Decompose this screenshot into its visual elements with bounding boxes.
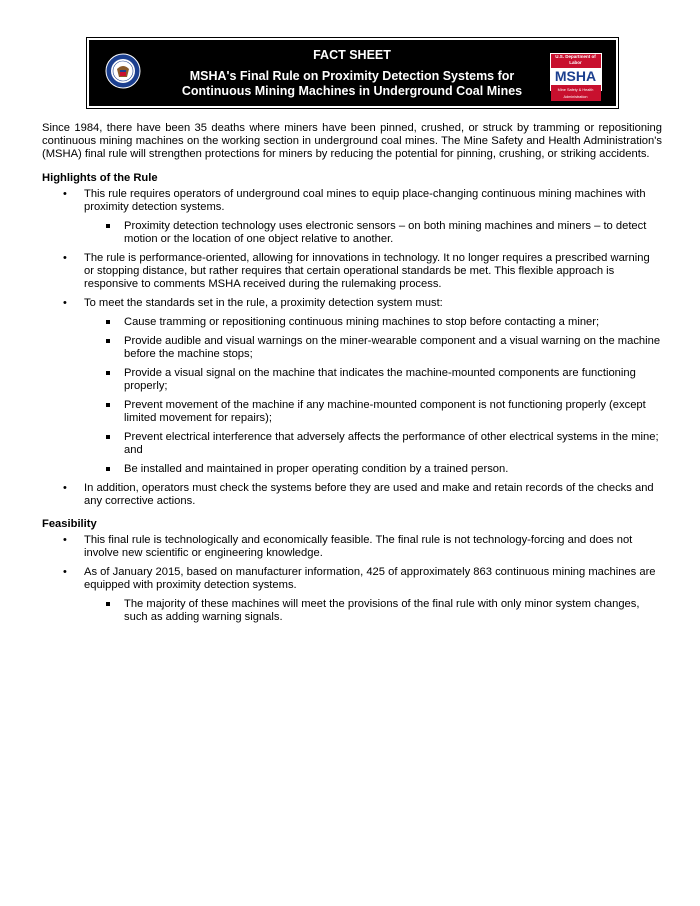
banner-subtitle: MSHA's Final Rule on Proximity Detection Systems for Continuous Mining Machines in Underground Coal Mines xyxy=(181,69,523,98)
feasibility-list xyxy=(42,534,662,624)
msha-logo-bottom-text: Mine Safety & Health Administration xyxy=(551,87,601,101)
list-item xyxy=(42,534,662,560)
list-item-text: This final rule is technologically and economically feasible. The final rule is not technology-forcing and does not involve new scientific or engineering knowledge. xyxy=(84,534,633,560)
fact-sheet-page xyxy=(42,40,662,630)
list-item xyxy=(42,566,662,624)
list-item-text: This rule requires operators of underground coal mines to equip place-changing continuous mining machines with proximity detection systems. xyxy=(84,188,646,214)
msha-logo-top-text: U.S. Department of Labor xyxy=(551,54,601,66)
list-item-text: In addition, operators must check the systems before they are used and make and retain records of the checks and any corrective actions. xyxy=(84,482,654,508)
sub-list-item: Be installed and maintained in proper operating condition by a trained person. xyxy=(84,463,662,476)
list-item xyxy=(42,252,662,291)
list-item xyxy=(42,482,662,508)
sub-list xyxy=(84,220,662,246)
highlights-list xyxy=(42,188,662,508)
highlights-heading: Highlights of the Rule xyxy=(42,172,158,185)
fact-sheet-banner xyxy=(89,40,616,106)
sub-list-item: Provide a visual signal on the machine that indicates the machine-mounted components are functioning properly; xyxy=(84,367,662,393)
sub-list xyxy=(84,598,662,624)
list-item-text: To meet the standards set in the rule, a proximity detection system must: xyxy=(84,297,443,310)
sub-list-item: Provide audible and visual warnings on the miner-wearable component and a visual warning on the machine before the machine stops; xyxy=(84,335,662,361)
banner-title: FACT SHEET xyxy=(313,48,391,62)
intro-paragraph: Since 1984, there have been 35 deaths where miners have been pinned, crushed, or struck by tramming or repositioning continuous mining machines on the working section in underground coal mines. The Mine Safety and Health Administration's (MSHA) final rule will strengthen protections for miners by reducing the potential for pinning, crushing, or striking accidents. xyxy=(42,122,662,160)
sub-list-item: The majority of these machines will meet the provisions of the final rule with only minor system changes, such as adding warning signals. xyxy=(84,598,662,624)
msha-logo xyxy=(550,53,602,99)
sub-list-item: Prevent movement of the machine if any machine-mounted component is not functioning properly (except limited movement for repairs); xyxy=(84,399,662,425)
feasibility-heading: Feasibility xyxy=(42,518,97,531)
list-item xyxy=(42,188,662,246)
sub-list-item: Prevent electrical interference that adversely affects the performance of other electrical systems in the mine; and xyxy=(84,431,662,457)
list-item-text: As of January 2015, based on manufacturer information, 425 of approximately 863 continuous mining machines are equipped with proximity detection systems. xyxy=(84,566,656,592)
sub-list-item: Proximity detection technology uses electronic sensors – on both mining machines and miners – to detect motion or the location of one object relative to another. xyxy=(84,220,662,246)
sub-list-item: Cause tramming or repositioning continuous mining machines to stop before contacting a miner; xyxy=(84,316,662,329)
list-item-text: The rule is performance-oriented, allowing for innovations in technology. It no longer requires a prescribed warning or stopping distance, but rather requires that certain operational standards be met. This flexible approach is responsive to comments MSHA received during the rulemaking process. xyxy=(84,252,650,291)
list-item xyxy=(42,297,662,476)
sub-list xyxy=(84,316,662,476)
msha-logo-main-text: MSHA xyxy=(551,66,601,87)
